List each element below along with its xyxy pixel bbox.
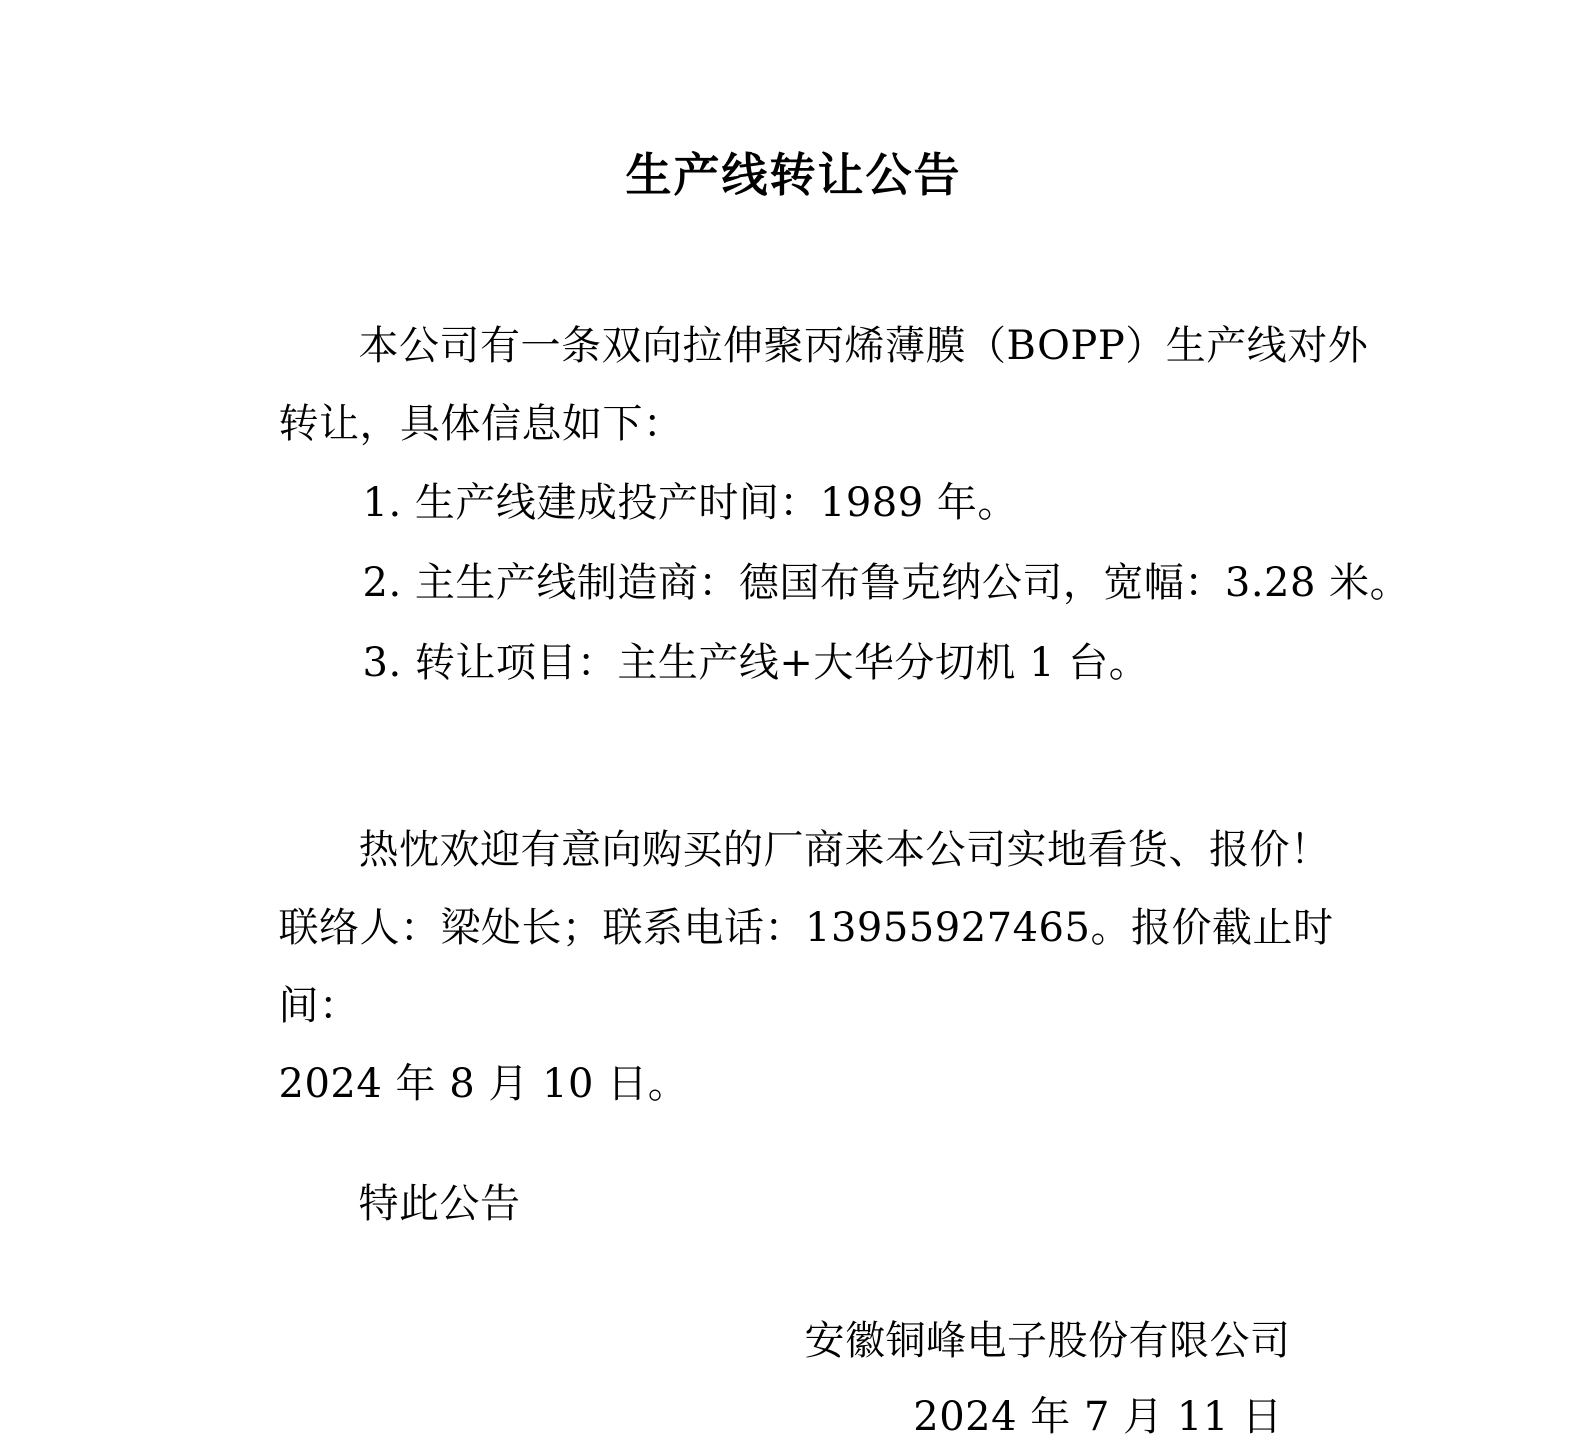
closing-paragraph: 特此公告 xyxy=(358,1181,521,1228)
list-item: 3. 转让项目：主生产线+大华分切机 1 台。 xyxy=(362,640,1150,687)
signature-date: 2024 年 7 月 11 日 xyxy=(913,1394,1283,1441)
contact-paragraph: 联络人：梁处长；联系电话：13955927465。报价截止时间： xyxy=(278,905,1334,1030)
signature-block xyxy=(279,1303,1409,1445)
list-item: 2. 主生产线制造商：德国布鲁克纳公司，宽幅：3.28 米。 xyxy=(362,560,1411,607)
welcome-paragraph: 热忱欢迎有意向购买的厂商来本公司实地看货、报价！ xyxy=(358,827,1331,874)
info-list xyxy=(279,463,1409,703)
intro-paragraph: 本公司有一条双向拉伸聚丙烯薄膜（BOPP）生产线对外转让，具体信息如下： xyxy=(278,323,1369,448)
deadline-paragraph: 2024 年 8 月 10 日。 xyxy=(278,1061,689,1108)
list-item: 1. 生产线建成投产时间：1989 年。 xyxy=(362,480,1018,527)
document-body xyxy=(179,307,1409,1445)
page-title: 生产线转让公告 xyxy=(625,148,962,202)
signer-name: 安徽铜峰电子股份有限公司 xyxy=(804,1318,1291,1365)
